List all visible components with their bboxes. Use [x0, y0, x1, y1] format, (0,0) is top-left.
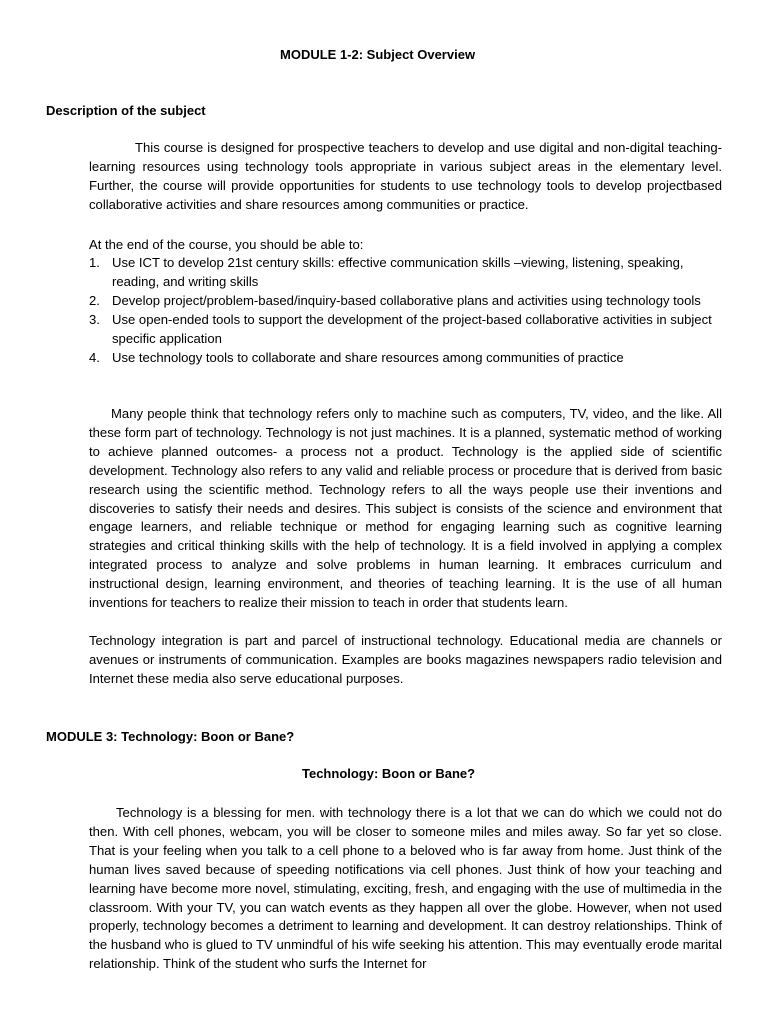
outcome-text: Use ICT to develop 21st century skills: effective communication skills –viewing, listening, speaking, reading, and writing skills: [112, 255, 684, 289]
technology-definition-paragraph: Many people think that technology refers only to machine such as computers, TV, video, and the like. All these form part of technology. Technology is not just machines. It is a planned, systematic method of working to achieve planned outcomes- a process not a product. Technology is the applied side of scientific development. Technology also refers to any valid and reliable process or procedure that is derived from basic research using the scientific method. Technology refers to all the ways people use their inventions and discoveries to satisfy their needs and desires. This subject is consists of the science and environment that engage learners, and reliable technique or method for engaging learning such as cognitive learning strategies and critical thinking skills with the help of technology. It is a field involved in applying a complex integrated process to analyze and solve problems in human learning. It embraces curriculum and instructional design, learning environment, and theories of teaching learning. It is the use of all human inventions for teachers to realize their mission to teach in order that students learn.: [89, 406, 722, 611]
technology-integration-paragraph: Technology integration is part and parcel of instructional technology. Educational media are channels or avenues or instruments of communication. Examples are books magazines newspapers radio television and Internet these media also serve educational purposes.: [89, 633, 722, 686]
outcome-text: Use technology tools to collaborate and share resources among communities of practice: [112, 349, 624, 365]
outcome-number: 2.: [89, 292, 100, 308]
outcome-text: Develop project/problem-based/inquiry-based collaborative plans and activities using technology tools: [112, 292, 701, 308]
module-3-heading: MODULE 3: Technology: Boon or Bane?: [46, 729, 295, 744]
outcome-number: 1.: [89, 255, 100, 270]
boon-or-bane-paragraph: Technology is a blessing for men. with technology there is a lot that we can do which we could not do then. With cell phones, webcam, you will be closer to someone miles and miles away. So far yet so close. That is your feeling when you talk to a cell phone to a beloved who is far away from home. Just think of the human lives saved because of speeding notifications via cell phones. Just think of how your teaching and learning have become more novel, stimulating, exciting, fresh, and engaging with the use of multimedia in the classroom. With your TV, you can watch events as they happen all over the globe. However, when not used properly, technology becomes a detriment to learning and development. It can destroy relationships. Think of the husband who is glued to TV unmindful of his wife seeking his attention. This may eventually erode marital relationship. Think of the student who surfs the Internet for: [89, 805, 722, 972]
outcome-item-2: [89, 292, 729, 311]
outcomes-intro: At the end of the course, you should be able to:: [89, 237, 364, 252]
description-paragraph: This course is designed for prospective teachers to develop and use digital and non-digital teaching-learning resources using technology tools appropriate in various subject areas in the elementary level. Further, the course will provide opportunities for students to use technology tools to develop projectbased collaborative activities and share resources among communities or practice.: [89, 140, 722, 212]
module-3-title: Technology: Boon or Bane?: [302, 766, 476, 781]
outcome-item-4: [89, 349, 729, 368]
description-heading: Description of the subject: [46, 103, 206, 118]
module-1-2-title: MODULE 1-2: Subject Overview: [280, 47, 476, 62]
outcome-item-3: [89, 311, 729, 349]
outcomes-list: [89, 254, 729, 367]
outcome-number: 4.: [89, 349, 100, 365]
outcome-item-1: [89, 254, 729, 292]
outcome-text: Use open-ended tools to support the development of the project-based collaborative activities in subject specific application: [112, 311, 712, 346]
outcome-number: 3.: [89, 311, 100, 327]
